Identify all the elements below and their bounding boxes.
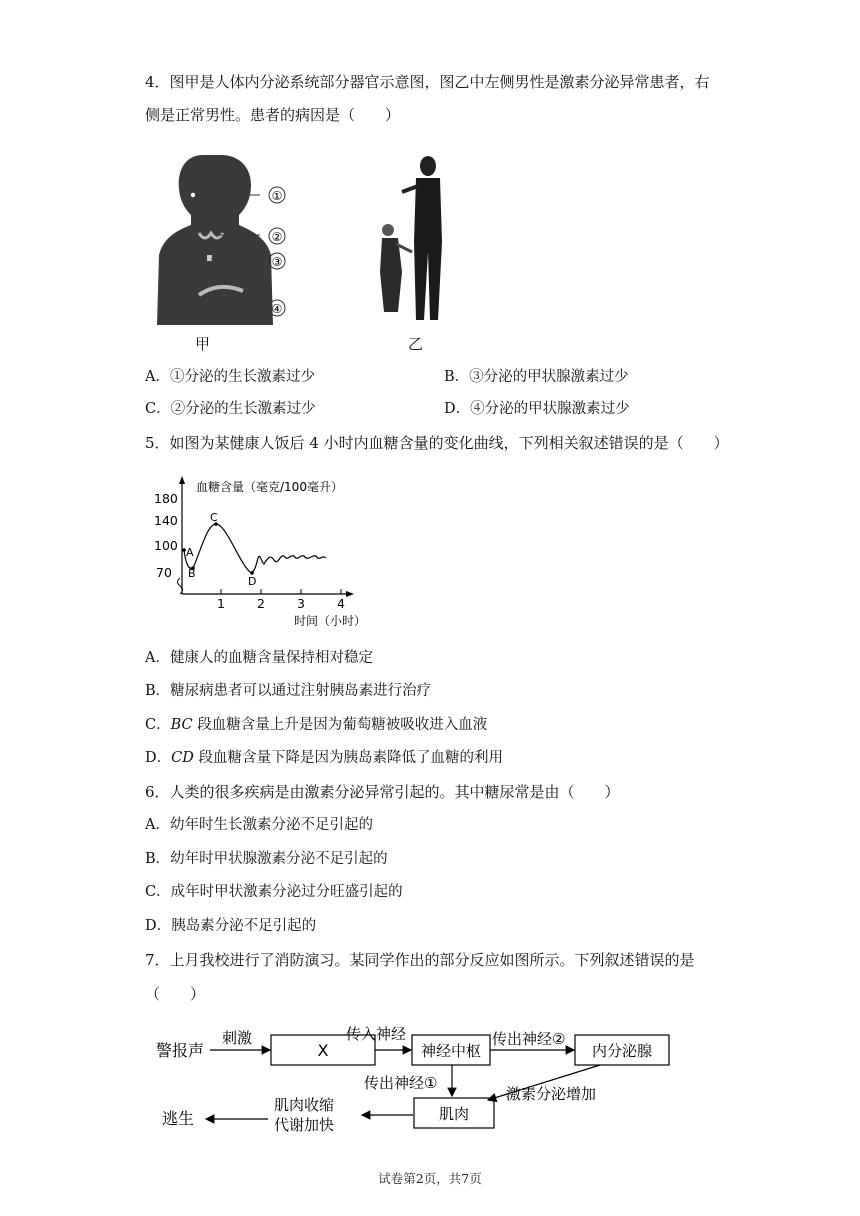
flow-alarm: 警报声 [156, 1041, 205, 1060]
chart-x-label: 时间（小时） [294, 614, 367, 628]
q6-option-d[interactable]: D．胰岛素分泌不足引起的 [145, 918, 317, 934]
q5-option-d-prefix: D． [145, 750, 172, 766]
y-tick-70: 70 [156, 565, 172, 580]
q6-option-c[interactable]: C．成年时甲状激素分泌过分旺盛引起的 [145, 884, 403, 900]
point-label-d: D [248, 575, 257, 588]
q6-stem: 6．人类的很多疾病是由激素分泌异常引起的。其中糖尿常是由（ ） [145, 783, 620, 801]
figure-jia-body-diagram [155, 155, 305, 330]
q4-stem-line1: 4．图甲是人体内分泌系统部分器官示意图，图乙中左侧男性是激素分泌异常患者，右 [145, 73, 710, 91]
flow-x: X [317, 1041, 329, 1060]
q4-stem-line2: 侧是正常男性。患者的病因是（ ） [145, 106, 401, 124]
flow-stimulus: 刺激 [222, 1029, 253, 1047]
q5-option-c-text: 段血糖含量上升是因为葡萄糖被吸收进入血液 [192, 717, 488, 733]
flow-effect2: 代谢加快 [274, 1116, 335, 1134]
point-label-a: A [186, 546, 194, 559]
q4-option-b[interactable]: B．③分泌的甲状腺激素过少 [444, 369, 629, 385]
flow-efferent2: 传出神经② [492, 1030, 566, 1048]
y-tick-140: 140 [154, 513, 178, 528]
page-footer: 试卷第2页，共7页 [378, 1171, 482, 1186]
blood-sugar-chart [150, 474, 370, 630]
q5-option-a[interactable]: A．健康人的血糖含量保持相对稳定 [145, 650, 373, 666]
flow-gland: 内分泌腺 [591, 1042, 653, 1060]
flow-afferent: 传入神经 [346, 1025, 407, 1043]
q4-option-d[interactable]: D．④分泌的甲状腺激素过少 [444, 401, 630, 417]
point-label-b: B [188, 567, 196, 580]
q6-option-b[interactable]: B．幼年时甲状腺激素分泌不足引起的 [145, 851, 388, 867]
q6-option-a[interactable]: A．幼年时生长激素分泌不足引起的 [145, 817, 373, 833]
point-label-c: C [210, 511, 218, 524]
q5-option-c[interactable] [145, 715, 487, 735]
q5-option-b[interactable]: B．糖尿病患者可以通过注射胰岛素进行治疗 [145, 683, 432, 699]
blood-sugar-curve [184, 524, 326, 572]
q5-stem: 5．如图为某健康人饭后 4 小时内血糖含量的变化曲线，下列相关叙述错误的是（ ） [145, 434, 729, 452]
x-tick-4: 4 [337, 596, 345, 611]
flow-efferent1: 传出神经① [364, 1074, 438, 1092]
flow-escape: 逃生 [162, 1109, 195, 1128]
y-tick-180: 180 [154, 491, 178, 506]
flow-muscle: 肌肉 [438, 1105, 470, 1123]
flow-hormone: 激素分泌增加 [506, 1085, 597, 1103]
q5-option-d-text: 段血糖含量下降是因为胰岛素降低了血糖的利用 [193, 750, 503, 766]
reflex-flow-diagram [140, 1020, 700, 1140]
jia-label-2: ② [271, 230, 283, 244]
y-tick-100: 100 [154, 538, 178, 553]
q7-stem-line2: （ ） [145, 985, 206, 1003]
q7-stem-line1: 7．上月我校进行了消防演习。某同学作出的部分反应如图所示。下列叙述错误的是 [145, 951, 695, 969]
jia-label-1: ① [271, 189, 283, 203]
figure-yi-photo [378, 152, 458, 322]
jia-label-4: ④ [271, 302, 283, 316]
x-tick-2: 2 [257, 596, 265, 611]
figure-jia-caption: 甲 [195, 335, 211, 353]
x-tick-1: 1 [217, 596, 225, 611]
q5-option-c-segment: BC [170, 717, 193, 733]
q4-option-a[interactable]: A．①分泌的生长激素过少 [145, 369, 315, 385]
q5-option-d-segment: CD [171, 750, 194, 766]
q5-option-d[interactable] [145, 748, 503, 768]
figure-yi-caption: 乙 [408, 335, 424, 353]
flow-center: 神经中枢 [420, 1042, 482, 1060]
jia-label-3: ③ [271, 255, 283, 269]
chart-y-label: 血糖含量（毫克/100毫升） [196, 480, 343, 494]
x-tick-3: 3 [297, 596, 305, 611]
flow-effect1: 肌肉收缩 [274, 1096, 335, 1114]
q4-option-c[interactable]: C．②分泌的生长激素过少 [145, 401, 316, 417]
q5-option-c-prefix: C． [145, 717, 171, 733]
